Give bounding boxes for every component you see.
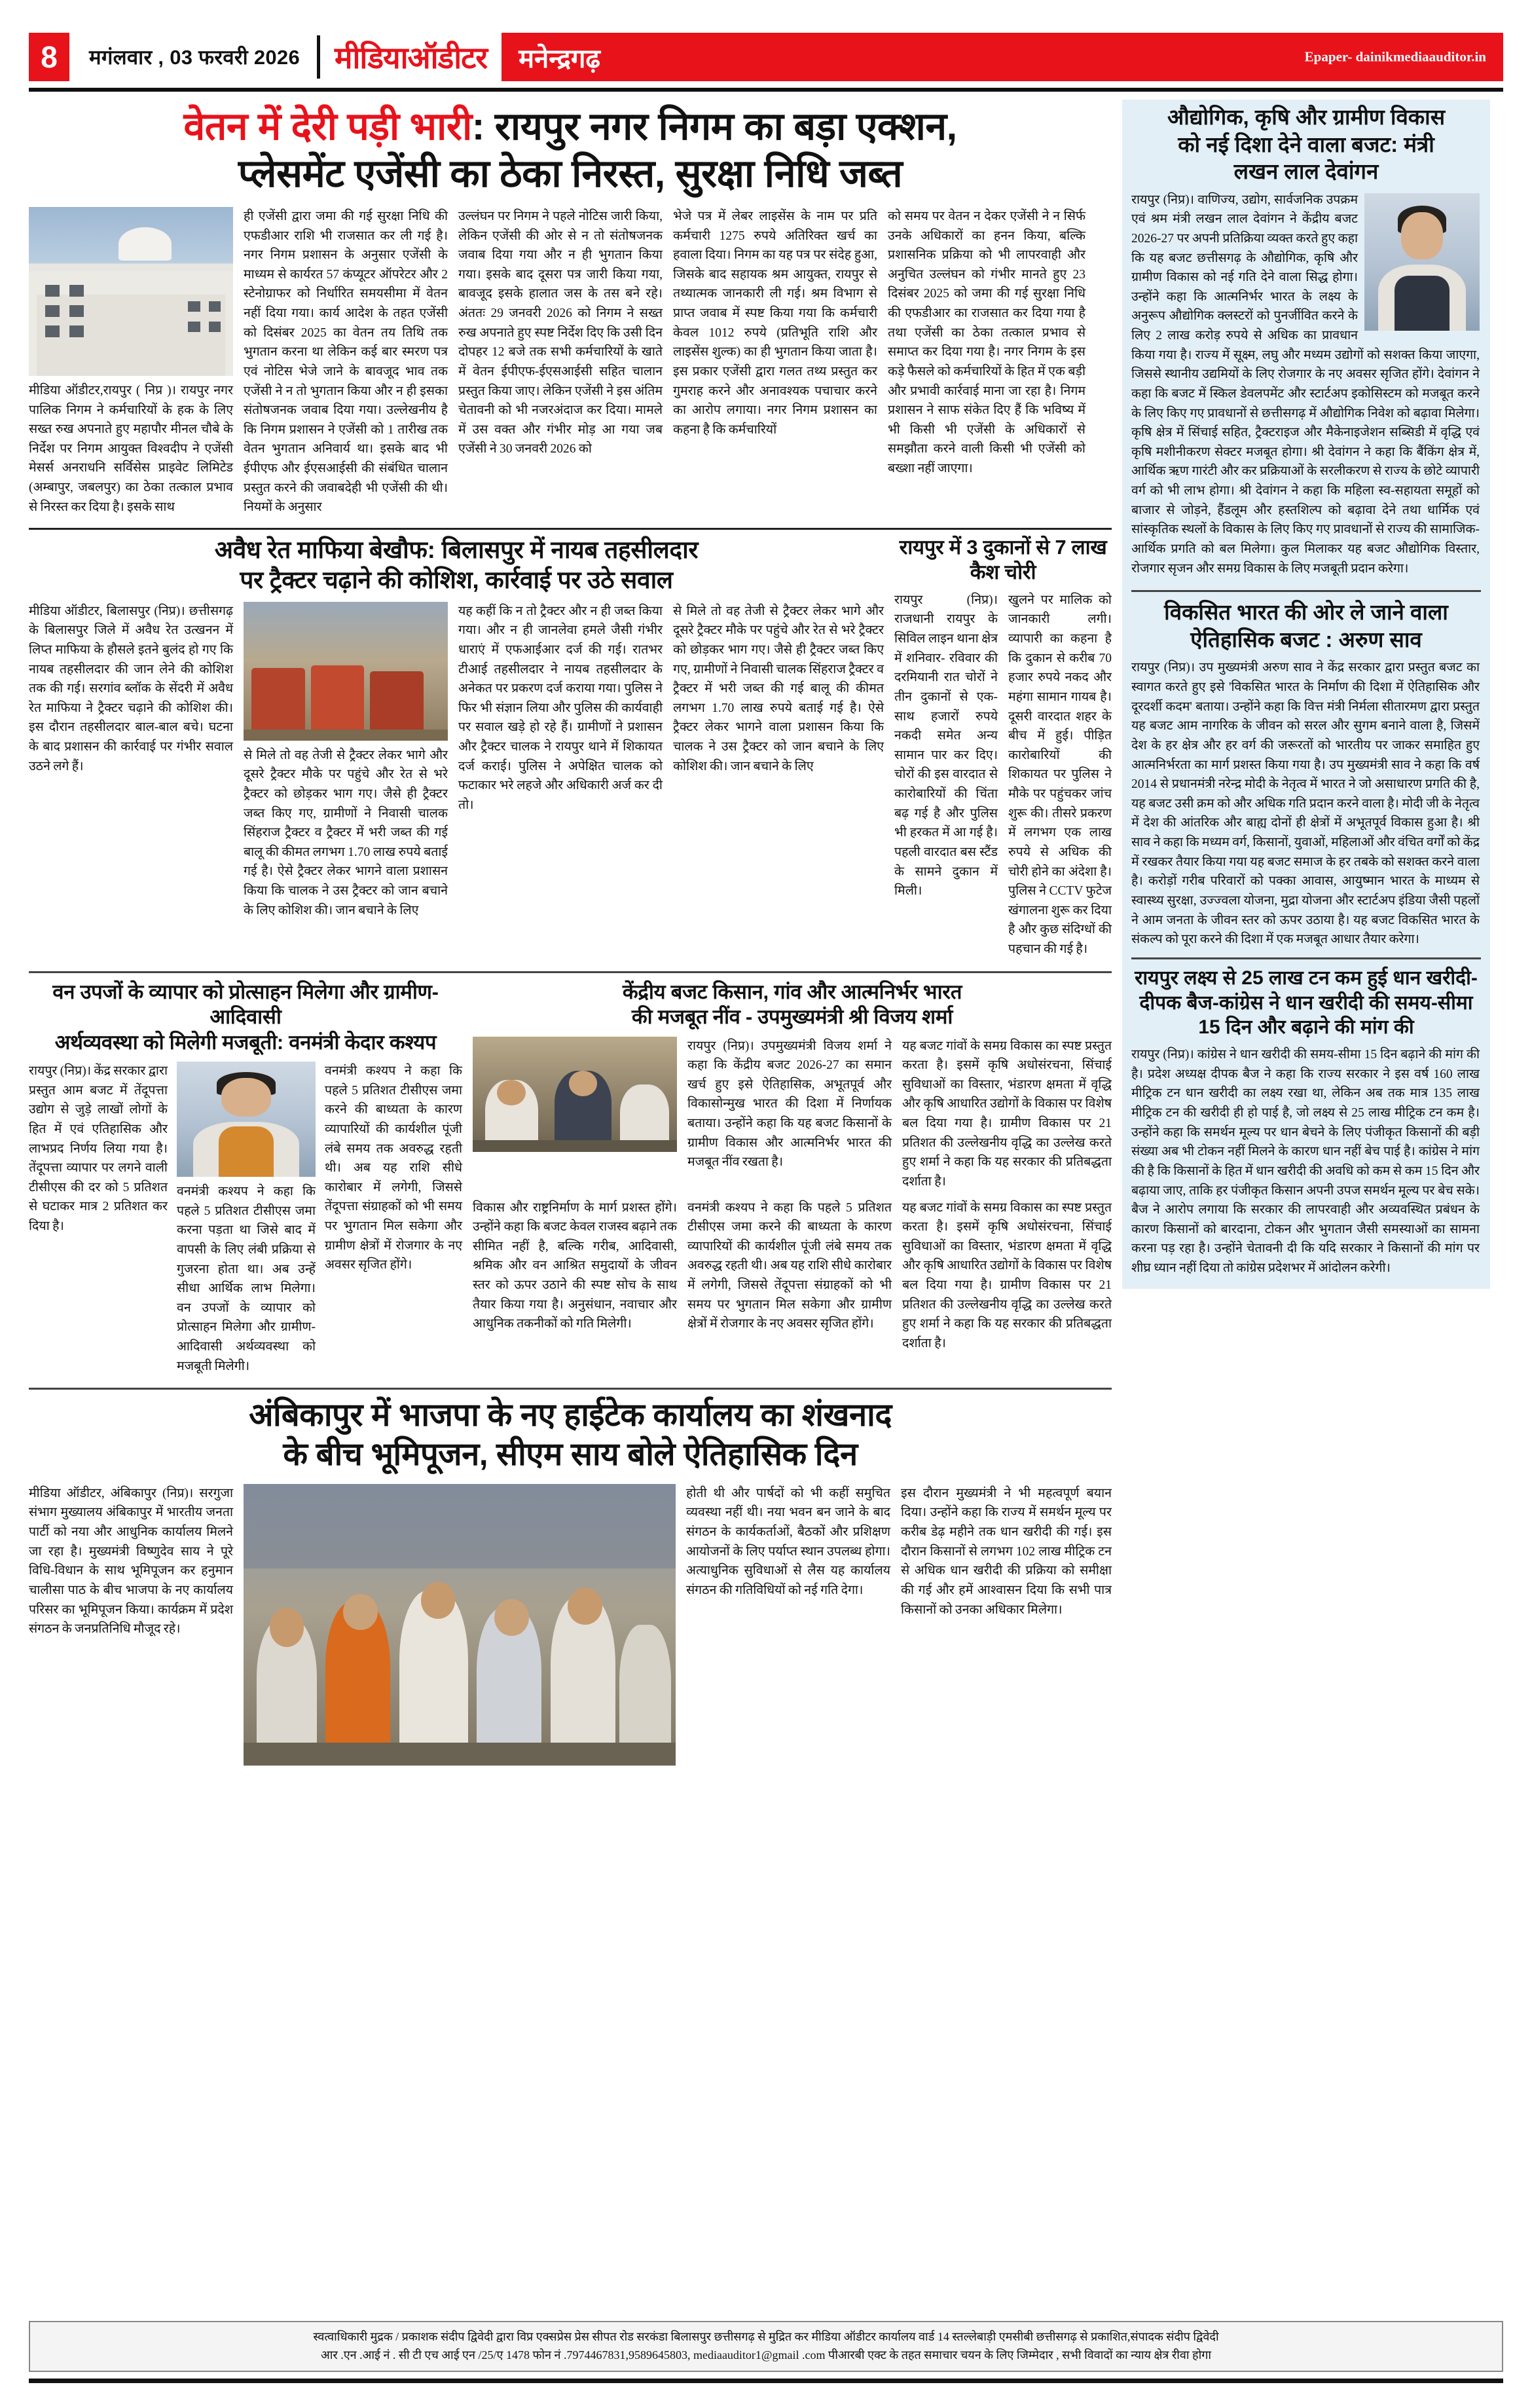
forest-col-3: वनमंत्री कश्यप ने कहा कि पहले 5 प्रतिशत टीसीएस जमा करने की बाध्यता के कारण व्यापारियों की कार्यशील पूंजी लंबे समय तक अवरुद्ध रहती थी। अब यह राशि सीधे कारोबार में लगेगी, जिससे तेंदूपत्ता संग्राहकों को भी समय पर भुगतान मिल सकेगा और ग्रामीण क्षेत्रों में रोजगार के नए अवसर सृजित होंगे। — [325, 1064, 462, 1272]
forest-headline-2: अर्थव्यवस्था को मिलेगी मजबूती: वनमंत्री केदार कश्यप — [54, 1030, 437, 1054]
lead-col-5: को समय पर वेतन न देकर एजेंसी ने न सिर्फ उनके अधिकारों का हनन किया, बल्कि प्रशासनिक प्रक्रिया को भी लापरवाही और अनुचित उल्लंघन को गंभीर मानते हुए 23 दिसंबर 2025 को जमा की गई सुरक्षा निधि की एफडीआर का राजसात कर दिया गया है तथा एजेंसी का ठेका तत्काल प्रभाव से समाप्त कर दिया गया है। नगर निगम के इस कड़े फैसले को कर्मचारियों के हित में एक बड़ी और प्रभावी कार्रवाई माना जा रहा है। निगम प्रशासन ने साफ संकेत दिए हैं कि भविष्य में भी किसी भी एजेंसी के अधिकारों से समझौता करने वाली किसी भी एजेंसी को बख्शा नहीं जाएगा। — [888, 209, 1085, 476]
bhajapa-photo — [244, 1484, 676, 1766]
sand-photo — [244, 602, 448, 741]
baij-headline — [1131, 966, 1481, 1040]
article-forest — [29, 980, 462, 1380]
theft-col-1: रायपुर (निप्र)। राजधानी रायपुर के सिविल लाइन थाना क्षेत्र में शनिवार- रविवार की दरमियानी रात चोरों ने तीन दुकानों से एक-साथ हजारों रुपये नकदी समेत अन्य सामान पार कर दिए। चोरों की इस वारदात से कारोबारियों की चिंता बढ़ गई है और पुलिस भी हरकत में आ गई है। पहली वारदात बस स्टैंड के सामने दुकान में मिली। — [894, 593, 998, 898]
section-rule-3 — [29, 1388, 1112, 1390]
lead-col-1: मीडिया ऑडीटर,रायपुर ( निप्र )। रायपुर नगर पालिक निगम ने कर्मचारियों के हक के लिए सख्त रुख अपनाते हुए महापौर मीनल चौबे के निर्देश पर निगम आयुक्त विश्वदीप ने एजेंसी मेसर्स अनराधनि सर्विसेस प्राइवेट लिमिटेड (अम्बापुर, जबलपुर) का ठेका तत्काल प्रभाव से निरस्त कर दिया है। इसके साथ — [29, 383, 233, 514]
brand-logo: मीडियाऑडीटर — [335, 41, 488, 75]
theft-col-2: खुलने पर मालिक को जानकारी लगी। व्यापारी का कहना है कि दुकान से करीब 70 हजार रुपये नकद और महंगा सामान गायब है। दूसरी वारदात शहर के बीच में हुई। पीड़ित कारोबारियों की शिकायत पर पुलिस ने मौके पर पहुंचकर जांच शुरू की। तीसरे प्रकरण में लगभग एक लाख रुपये से अधिक की चोरी होने का अंदेशा है। पुलिस ने CCTV फुटेज खंगालना शुरू कर दिया है और कुछ संदिग्धों की पहचान की गई है। — [1008, 593, 1112, 957]
lead-col-4: भेजे पत्र में लेबर लाइसेंस के नाम पर प्रति कर्मचारी 1275 रुपये अतिरिक्त खर्च का हवाला दिया। निगम का यह पत्र पर संदेह हुआ, जिसके बाद सहायक श्रम आयुक्त, रायपुर से तथ्यात्मक जानकारी ली गई। श्रम विभाग से प्राप्त जवाब में स्पष्ट किया गया कि कर्मचारी केवल 1012 रुपये (प्रतिभूति राशि और लाइसेंस शुल्क) का ही भुगतान किया जाता है। इस प्रकार एजेंसी द्वारा गलत तथ्य प्रस्तुत कर गुमराह करने और अनावश्यक पचाचार करने का आरोप लगाया। नगर निगम प्रशासन का कहना है कि कर्मचारियों — [673, 209, 877, 437]
article-theft — [894, 535, 1112, 963]
theft-headline: रायपुर में 3 दुकानों से 7 लाख कैश चोरी — [899, 535, 1107, 584]
page-number: 8 — [29, 33, 69, 81]
lead-headline-red: वेतन में देरी पड़ी भारी — [183, 105, 472, 148]
sand-headline — [29, 535, 884, 595]
bhajapa-headline-2: के बीच भूमिपूजन, सीएम साय बोले ऐतिहासिक दिन — [283, 1437, 858, 1473]
bhajapa-col-2: होती थी और पार्षदों को भी कहीं समुचित व्यवस्था नहीं थी। नया भवन बन जाने के बाद संगठन के कार्यकर्ताओं, बैठकों और प्रशिक्षण आयोजनों के लिए पर्याप्त स्थान उपलब्ध होगा। अत्याधुनिक सुविधाओं से लैस यह कार्यालय संगठन की गतिविधियों को नई गति देगा। — [686, 1486, 890, 1597]
right-rule-1 — [1131, 590, 1481, 592]
budget-headline — [473, 980, 1112, 1030]
page-footer — [29, 2321, 1503, 2383]
budget-col-2: यह बजट गांवों के समग्र विकास का स्पष्ट प्रस्तुत करता है। इसमें कृषि अधोसंरचना, सिंचाई सुविधाओं का विस्तार, भंडारण क्षमता में वृद्धि और कृषि आधारित उद्योगों के विकास पर विशेष बल दिया गया है। ग्रामीण विकास पर 21 प्रतिशत की उल्लेखनीय वृद्धि का उल्लेख करते हुए शर्मा ने कहा कि यह सरकार की प्रतिबद्धता दर्शाता है। — [902, 1039, 1112, 1189]
edition-name: मनेन्द्रगढ़ — [519, 44, 600, 73]
epaper-url[interactable]: Epaper- dainikmediaauditor.in — [1304, 48, 1486, 65]
forest-headline — [29, 980, 462, 1055]
masthead — [29, 33, 1503, 81]
imprint-line-2: आर .एन .आई नं . सी टी एच आई एन /25/ए 1478 फोन नं .7974467831,9589645803, mediaauditor1@gmail .com पीआरबी एक्ट के तहत समाचार चयन के लिए जिम्मेदार , सभी विवादों का न्याय क्षेत्र रीवा होगा — [320, 2348, 1212, 2362]
bhajapa-col-3: इस दौरान मुख्यमंत्री ने भी महत्वपूर्ण बयान दिया। उन्होंने कहा कि राज्य में समर्थन मूल्य पर करीब डेढ़ महीने तक धान खरीदी की गई। इस दौरान किसानों से लगभग 102 लाख मीट्रिक टन से अधिक धान खरीदी की प्रक्रिया को समीक्षा की गई और हमें आश्वासन दिया कि सभी पात्र किसानों को उनका अधिकार मिलेगा। — [901, 1486, 1112, 1617]
lead-headline-black-2: प्लेसमेंट एजेंसी का ठेका निरस्त, सुरक्षा निधि जब्त — [238, 151, 903, 195]
budget-col-5: यह बजट गांवों के समग्र विकास का स्पष्ट प्रस्तुत करता है। इसमें कृषि अधोसंरचना, सिंचाई सुविधाओं का विस्तार, भंडारण क्षमता में वृद्धि और कृषि आधारित उद्योगों के विकास पर विशेष बल दिया गया है। ग्रामीण विकास पर 21 प्रतिशत की उल्लेखनीय वृद्धि का उल्लेख करते हुए शर्मा ने कहा कि यह सरकार की प्रतिबद्धता दर्शाता है। — [902, 1200, 1112, 1350]
devangan-photo — [1364, 193, 1480, 331]
page-body — [29, 100, 1503, 1766]
sand-col-1: मीडिया ऑडीटर, बिलासपुर (निप्र)। छत्तीसगढ़ के बिलासपुर जिले में अवैध रेत उत्खनन में लिप्त माफिया के हौसले इतने बुलंद हो गए कि नायब तहसीलदार की जान लेने की कोशिश तक की गई। सरगांव ब्लॉक के सेंदरी में अवैध रेत माफिया ने ट्रैक्टर चढ़ाने की कोशिश की। इस दौरान तहसीलदार बाल-बाल बचे। घटना के बाद प्रशासन की कार्रवाई पर गंभीर सवाल उठने लगे हैं। — [29, 604, 233, 773]
right-rule-2 — [1131, 957, 1481, 959]
sand-col-4: से मिले तो वह तेजी से ट्रैक्टर लेकर भागे और दूसरे ट्रैक्टर मौके पर पहुंचे और रेत से भरे ट्रैक्टर को छोड़कर भाग गए। जैसे ही ट्रैक्टर जब्त किए गए, ग्रामीणों ने निवासी चालक सिंहराज ट्रैक्टर व ट्रैक्टर में भरी जब्त की गई बालू की कीमत लगभग 1.70 लाख रुपये बताई गई है। ऐसे ट्रैक्टर लेकर भागने वाला प्रशासन किया कि चालक ने उस ट्रैक्टर को जान बचाने के लिए कोशिश की। जान बचाने के लिए — [673, 604, 884, 773]
lead-col-2: ही एजेंसी द्वारा जमा की गई सुरक्षा निधि की एफडीआर राशि भी राजसात कर ली गई है। नगर निगम प्रशासन के अनुसार एजेंसी के माध्यम से कार्यरत 57 कंप्यूटर ऑपरेटर और 2 स्टेनोग्राफर को निर्धारित समयसीमा में वेतन नहीं दिया गया। कार्य आदेश के तहत एजेंसी को दिसंबर 2025 का वेतन तय तिथि तक भुगतान करना था लेकिन कई बार स्मरण पत्र एवं नोटिस भेजे जाने के बावजूद भाव तक एजेंसी ने न तो भुगतान किया और न ही इसका संतोषजनक जवाब दिया गया। उल्लेखनीय है कि निगम प्रशासन ने एजेंसी को 1 तारीख तक वेतन भुगतान अनिवार्य था। इसके बाद भी ईपीएफ और ईएसआईसी की संबंधित चालान प्रस्तुत करने की जवाबदेही भी एजेंसी की थी। नियमों के अनुसार — [244, 209, 448, 515]
forest-col-2: वनमंत्री कश्यप ने कहा कि पहले 5 प्रतिशत टीसीएस जमा करना पड़ता था जिसे बाद में वापसी के लिए लंबी प्रक्रिया से गुजरना होता था। अब उन्हें सीधा आर्थिक लाभ मिलेगा। वन उपजों के व्यापार को प्रोत्साहन मिलेगा और ग्रामीण-आदिवासी अर्थव्यवस्था को मजबूती मिलेगी। — [177, 1185, 316, 1373]
forest-col-1: रायपुर (निप्र)। केंद्र सरकार द्वारा प्रस्तुत आम बजट में तेंदूपत्ता उद्योग से जुड़े लाखों लोगों के हित में एवं एतिहासिक और लाभप्रद निर्णय लिया गया है। तेंदूपत्ता व्यापार पर लगने वाली टीसीएस की दर को 5 प्रतिशत से घटाकर मात्र 2 प्रतिशत कर दिया है। — [29, 1064, 168, 1233]
sao-body: रायपुर (निप्र)। उप मुख्यमंत्री अरुण साव ने केंद्र सरकार द्वारा प्रस्तुत बजट का स्वागत करते हुए इसे 'विकसित भारत के निर्माण की दिशा में ऐतिहासिक और दूरदर्शी कदम' बताया। उन्होंने कहा कि वित्त मंत्री निर्मला सीतारमण द्वारा प्रस्तुत यह बजट आम नागरिक के जीवन को सरल और सुगम बनाने वाला है, जिसमें देश के हर क्षेत्र और हर वर्ग की जरूरतों को भारतीय पर जाकर समाहित हुए आत्मनिर्भरता का मार्ग प्रशस्त किया गया है। उप मुख्यमंत्री साव ने कहा कि वर्ष 2014 से प्रधानमंत्री नरेन्द्र मोदी के नेतृत्व में भारत ने जो असाधारण प्रगति की है, यह बजट उसी क्रम को और अधिक गति प्रदान करने वाला है। मोदी जी के नेतृत्व में देश की आंतरिक और बाह्य दोनों ही क्षेत्रों में अभूतपूर्व विकास हुआ है। श्री साव ने कहा कि मध्यम वर्ग, किसानों, युवाओं, महिलाओं और वंचित वर्गों को केंद्र में रखकर तैयार किया गया यह बजट समाज के हर तबके को सशक्त करने वाला है। करोड़ों गरीब परिवारों को पक्का आवास, आयुष्मान भारत के माध्यम से स्वास्थ्य सुरक्षा, उज्ज्वला योजना, मुद्रा योजना और स्टार्टअप इंडिया जैसी पहलों ने आम जनता के जीवन स्तर को ऊपर उठाया है। यह बजट विकसित भारत के संकल्प को पूरा करने की दिशा में एक मजबूत आधार तैयार करेगा। — [1131, 661, 1480, 947]
forest-photo — [177, 1062, 316, 1177]
imprint-box — [29, 2321, 1503, 2372]
budget-col-4: वनमंत्री कश्यप ने कहा कि पहले 5 प्रतिशत टीसीएस जमा करने की बाध्यता के कारण व्यापारियों की कार्यशील पूंजी लंबे समय तक अवरुद्ध रहती थी। अब यह राशि सीधे कारोबार में लगेगी, जिससे तेंदूपत्ता संग्राहकों को भी समय पर भुगतान मिल सकेगा और ग्रामीण क्षेत्रों में रोजगार के नए अवसर सृजित होंगे। — [687, 1200, 892, 1331]
article-bhajapa — [29, 1396, 1112, 1766]
sao-headline-1: विकसित भारत की ओर ले जाने वाला — [1164, 600, 1448, 625]
article-lead — [29, 103, 1112, 521]
sao-headline-2: ऐतिहासिक बजट : अरुण साव — [1190, 627, 1422, 652]
budget-headline-2: की मजबूत नींव - उपमुख्यमंत्री श्री विजय शर्मा — [631, 1005, 953, 1029]
article-sao — [1131, 599, 1481, 950]
bhajapa-headline — [29, 1396, 1112, 1475]
edition-bar — [502, 33, 1503, 81]
baij-headline-1: रायपुर लक्ष्य से 25 लाख टन कम हुई धान खरीदी- — [1135, 967, 1478, 989]
publication-date: मगंलवार , 03 फरवरी 2026 — [89, 46, 300, 69]
budget-headline-1: केंद्रीय बजट किसान, गांव और आत्मनिर्भर भारत — [622, 980, 962, 1003]
right-sidebar-zone — [1122, 100, 1490, 1289]
footer-rule — [29, 2379, 1503, 2383]
budget-col-1: रायपुर (निप्र)। उपमुख्यमंत्री विजय शर्मा ने कहा कि केंद्रीय बजट 2026-27 का समान खर्च हुए इसे ऐतिहासिक, अभूतपूर्व और विकासोन्मुख भारत की दिशा में निर्णायक बताया। उन्होंने कहा कि यह बजट किसानों के ग्रामीण विकास और आत्मनिर्भर भारत की मजबूत नींव रखता है। — [687, 1039, 892, 1170]
sand-col-3: यह कहीं कि न तो ट्रैक्टर और न ही जब्त किया गया। और न ही जानलेवा हमले जैसी गंभीर धाराएं में एफआईआर दर्ज की गई। रातभर टीआई तहसीलदार ने नायब तहसीलदार के अनेकत पर प्रकरण दर्ज कराया गया। पुलिस ने फिर भी संज्ञान लिया और पुलिस की कार्यवाही पर सवाल खड़े हो रहे हैं। ग्रामीणों ने प्रशासन और ट्रैक्टर चालक ने रायपुर थाने में शिकायत दर्ज कराई। पुलिस ने अपेक्षित चालक को फटाकार भरे लहजे और अधिकारी अर्ज कर दी तो। — [458, 604, 663, 812]
baij-headline-3: 15 दिन और बढ़ाने की मांग की — [1198, 1016, 1414, 1039]
devangan-headline-3: लखन लाल देवांगन — [1233, 159, 1379, 184]
masthead-rule — [29, 88, 1503, 92]
section-rule-1 — [29, 528, 1112, 530]
row-forest-budget — [29, 980, 1112, 1380]
article-devangan — [1131, 103, 1481, 582]
devangan-headline-2: को नई दिशा देने वाला बजट: मंत्री — [1178, 132, 1434, 157]
budget-col-3: विकास और राष्ट्रनिर्माण के मार्ग प्रशस्त होंगे। उन्होंने कहा कि बजट केवल राजस्व बढ़ाने तक सीमित नहीं है, बल्कि गरीब, आदिवासी, श्रमिक और वन आश्रित समुदायों के जीवन स्तर को ऊपर उठाने की स्पष्ट सोच के साथ तैयार किया गया है। अनुसंधान, नवाचार और आधुनिक तकनीकों को गति मिलेगी। — [473, 1200, 677, 1331]
devangan-body: रायपुर (निप्र)। वाणिज्य, उद्योग, सार्वजनिक उपक्रम एवं श्रम मंत्री लखन लाल देवांगन ने केंद्रीय बजट 2026-27 पर अपनी प्रतिक्रिया व्यक्त करते हुए कहा कि यह बजट छत्तीसगढ़ के औद्योगिक, कृषि और ग्रामीण विकास को नई गति देने वाला सिद्ध होगा। उन्होंने कहा कि आत्मनिर्भर भारत के लक्ष्य के अनुरूप औद्योगिक क्लस्टरों को पुनर्जीवित करने के लिए 2 लाख करोड़ रुपये से अधिक का प्रावधान किया गया है। राज्य में सूक्ष्म, लघु और मध्यम उद्योगों को सशक्त किया जाएगा, जिससे स्थानीय उद्यमियों के लिए रोजगार के नए अवसर सृजित होंगे। देवांगन ने कहा कि बजट में स्किल डेवलपमेंट और स्टार्टअप इकोसिस्टम को मजबूत करने के लिए किए गए प्रावधानों से छत्तीसगढ़ में औद्योगिक निवेश को बढ़ावा मिलेगा। कृषि क्षेत्र में सिंचाई सहित, ट्रैक्टराइज और मैकेनाइजेशन सब्सिडी में वृद्धि एवं कृषि मशीनीकरण सेक्टर मजबूत होगा। श्री देवांगन ने कहा कि बैंकिंग क्षेत्र में, आर्थिक ऋण गारंटी और कर प्रक्रियाओं के सरलीकरण से राज्य के छोटे व्यापारी वर्ग को भी लाभ होगा। श्री देवांगन ने कहा कि महिला स्व-सहायता समूहों को बाजार से जोड़ने, हैंडलूम और हस्तशिल्प को बढ़ावा देने तथा धार्मिक एवं सांस्कृतिक स्थलों के विकास के लिए किए गए प्रावधानों से राज्य की सामाजिक-आर्थिक प्रगति को बल मिलेगा। कुल मिलाकर यह बजट औद्योगिक विस्तार, रोजगार सृजन और समग्र विकास के लिए मजबूती प्रदान करेगा। — [1131, 193, 1480, 576]
row-sand-theft — [29, 535, 1112, 963]
sao-headline — [1131, 599, 1481, 653]
lead-col-3: उल्लंघन पर निगम ने पहले नोटिस जारी किया, लेकिन एजेंसी की ओर से न तो संतोषजनक जवाब दिया गया और न ही भुगतान किया गया। इसके बाद दूसरा पत्र जारी किया गया, बावजूद इसके हालात जस के तस बने रहे। अंततः 29 जनवरी 2026 को निगम ने सख्त रुख अपनाते हुए स्पष्ट निर्देश दिए कि उसी दिन दोपहर 12 बजे तक सभी कर्मचारियों के खाते में वेतन ईपीएफ-ईएसआईसी सहित चालान प्रस्तुत किया जाए। लेकिन एजेंसी ने इस अंतिम चेतावनी को भी नजरअंदाज कर दिया। मामले में उस वक्त और गंभीर मोड़ आ गया जब एजेंसी ने 30 जनवरी 2026 को — [458, 209, 663, 456]
lead-photo — [29, 207, 233, 376]
sand-headline-1: अवैध रेत माफिया बेखौफ: बिलासपुर में नायब तहसीलदार — [214, 536, 699, 563]
sand-col-2: से मिले तो वह तेजी से ट्रैक्टर लेकर भागे और दूसरे ट्रैक्टर मौके पर पहुंचे और रेत से भरे ट्रैक्टर को छोड़कर भाग गए। जैसे ही ट्रैक्टर जब्त किए गए, ग्रामीणों ने निवासी चालक सिंहराज ट्रैक्टर व ट्रैक्टर में भरी जब्त की गई बालू की कीमत लगभग 1.70 लाख रुपये बताई गई है। ऐसे ट्रैक्टर लेकर भागने वाला प्रशासन किया कि चालक ने उस ट्रैक्टर को जान बचाने के लिए कोशिश की। जान बचाने के लिए — [244, 748, 448, 917]
article-sand-mafia — [29, 535, 884, 963]
baij-body: रायपुर (निप्र)। कांग्रेस ने धान खरीदी की समय-सीमा 15 दिन बढ़ाने की मांग की है। प्रदेश अध्यक्ष दीपक बैज ने कहा कि राज्य सरकार ने इस वर्ष 160 लाख मीट्रिक टन धान खरीदी का लक्ष्य रखा था, लेकिन अब तक मात्र 135 लाख मीट्रिक टन की खरीदी ही हो पाई है, जो लक्ष्य से 25 लाख मीट्रिक टन कम है। उन्होंने कहा कि समर्थन मूल्य पर धान बेचने के लिए पंजीकृत किसानों की बड़ी संख्या अब भी टोकन नहीं मिलने के कारण धान नहीं बेच पाई है। कांग्रेस ने मांग की है कि किसानों के हित में धान खरीदी की अवधि को कम से कम 15 दिन और बढ़ाया जाए, ताकि हर पंजीकृत किसान अपनी उपज समर्थन मूल्य पर बेच सके। बैज ने आरोप लगाया कि सरकार की लापरवाही और अव्यवस्थित प्रबंधन के कारण किसानों को बारदाना, टोकन और भुगतान जैसी समस्याओं का सामना करना पड़ रहा है। उन्होंने चेतावनी दी कि यदि सरकार ने किसानों की मांग पर शीघ्र ध्यान नहीं दिया तो कांग्रेस प्रदेशभर में आंदोलन करेगी। — [1131, 1048, 1480, 1276]
article-budget — [473, 980, 1112, 1380]
bhajapa-col-1: मीडिया ऑडीटर, अंबिकापुर (निप्र)। सरगुजा संभाग मुख्यालय अंबिकापुर में भारतीय जनता पार्टी को नया और आधुनिक कार्यालय मिलने जा रहा है। मुख्यमंत्री विष्णुदेव साय ने पूरे विधि-विधान के साथ भूमिपूजन कर हनुमान चालीसा पाठ के बीच भाजपा के नए कार्यालय परिसर का भूमिपूजन किया। कार्यक्रम में प्रदेश संगठन के जनप्रतिनिधि मौजूद रहे। — [29, 1486, 233, 1637]
lead-headline — [29, 103, 1112, 198]
section-rule-2 — [29, 971, 1112, 973]
article-baij — [1131, 966, 1481, 1278]
devangan-headline-1: औद्योगिक, कृषि और ग्रामीण विकास — [1167, 105, 1446, 129]
imprint-line-1: स्वत्वाधिकारी मुद्रक / प्रकाशक संदीप द्विवेदी द्वारा विप्र एक्सप्रेस प्रेस सीपत रोड सरकंडा बिलासपुर छत्तीसगढ़ से मुद्रित कर मीडिया ऑडीटर कार्यालय वार्ड 14 स्तल्लेबाड़ी एमसीबी छत्तीसगढ़ से प्रकाशित,संपादक संदीप द्विवेदी — [313, 2330, 1219, 2344]
forest-headline-1: वन उपजों के व्यापार को प्रोत्साहन मिलेगा और ग्रामीण-आदिवासी — [52, 980, 439, 1029]
sand-headline-2: पर ट्रैक्टर चढ़ाने की कोशिश, कार्रवाई पर उठे सवाल — [240, 566, 673, 593]
baij-headline-2: दीपक बैज-कांग्रेस ने धान खरीदी की समय-सीमा — [1139, 991, 1473, 1014]
devangan-headline — [1131, 103, 1481, 185]
lead-headline-black-1: : रायपुर नगर निगम का बड़ा एक्शन, — [471, 105, 957, 148]
main-content-zone — [29, 100, 1112, 1766]
bhajapa-headline-1: अंबिकापुर में भाजपा के नए हाईटेक कार्यालय का शंखनाद — [249, 1398, 892, 1434]
budget-photo — [473, 1037, 677, 1152]
